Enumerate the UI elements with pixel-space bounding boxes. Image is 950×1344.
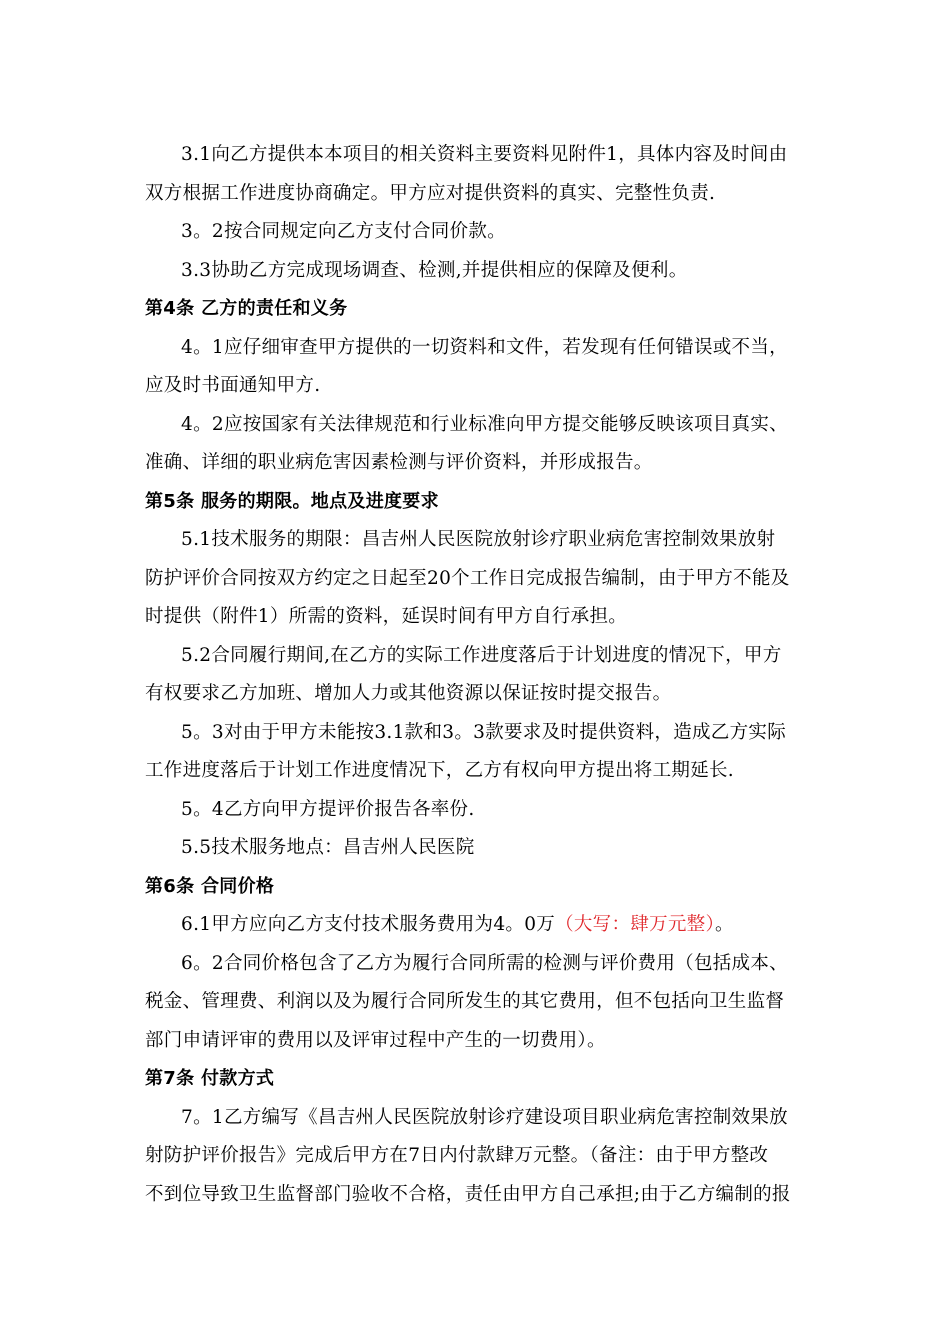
clause-4-2-line-1: 4。2应按国家有关法律规范和行业标准向甲方提交能够反映该项目真实、 (181, 414, 788, 435)
clause-5-3-line-2: 工作进度落后于计划工作进度情况下，乙方有权向甲方提出将工期延长. (145, 760, 734, 781)
clause-4-1-line-1: 4。1应仔细审查甲方提供的一切资料和文件，若发现有任何错误或不当， (181, 337, 788, 358)
clause-7-1-line-1: 7。1乙方编写《昌吉州人民医院放射诊疗建设项目职业病危害控制效果放 (181, 1107, 788, 1128)
clause-6-2-line-1: 6。2合同价格包含了乙方为履行合同所需的检测与评价费用（包括成本、 (181, 953, 788, 974)
clause-7-1-line-2: 射防护评价报告》完成后甲方在7日内付款肆万元整。（备注：由于甲方整改 (145, 1145, 769, 1166)
clause-6-1-end: 。 (715, 914, 734, 935)
clause-6-2-line-3: 部门申请评审的费用以及评审过程中产生的一切费用）。 (145, 1030, 606, 1051)
clause-5-1-line-1: 5.1技术服务的期限：昌吉州人民医院放射诊疗职业病危害控制效果放射 (181, 529, 776, 550)
clause-5-5: 5.5技术服务地点：昌吉州人民医院 (181, 837, 475, 858)
clause-3-1-line-2: 双方根据工作进度协商确定。甲方应对提供资料的真实、完整性负责. (145, 183, 716, 204)
clause-5-4: 5。4乙方向甲方提评价报告各率份. (181, 799, 475, 820)
clause-3-2: 3。2按合同规定向乙方支付合同价款。 (181, 221, 506, 242)
article-6-heading: 第6条 合同价格 (145, 876, 275, 897)
clause-5-2-line-2: 有权要求乙方加班、增加人力或其他资源以保证按时提交报告。 (145, 683, 672, 704)
clause-5-2-line-1: 5.2合同履行期间,在乙方的实际工作进度落后于计划进度的情况下，甲方 (181, 645, 782, 666)
clause-4-1-line-2: 应及时书面通知甲方. (145, 375, 321, 396)
clause-6-1-text: 6.1甲方应向乙方支付技术服务费用为4。0万 (181, 914, 556, 935)
article-7-heading: 第7条 付款方式 (145, 1068, 275, 1089)
article-5-heading: 第5条 服务的期限。地点及进度要求 (145, 491, 439, 512)
amount-in-words: （大写：肆万元整） (555, 914, 716, 935)
clause-3-3: 3.3协助乙方完成现场调查、检测,并提供相应的保障及便利。 (181, 260, 688, 281)
clause-5-1-line-2: 防护评价合同按双方约定之日起至20个工作日完成报告编制，由于甲方不能及 (145, 568, 790, 589)
clause-5-3-line-1: 5。3对由于甲方未能按3.1款和3。3款要求及时提供资料，造成乙方实际 (181, 722, 787, 743)
clause-4-2-line-2: 准确、详细的职业病危害因素检测与评价资料，并形成报告。 (145, 452, 653, 473)
clause-5-1-line-3: 时提供（附件1）所需的资料，延误时间有甲方自行承担。 (145, 606, 628, 627)
article-4-heading: 第4条 乙方的责任和义务 (145, 298, 348, 319)
clause-6-1 (181, 913, 734, 937)
clause-6-2-line-2: 税金、管理费、利润以及为履行合同所发生的其它费用，但不包括向卫生监督 (145, 991, 785, 1012)
clause-3-1-line-1: 3.1向乙方提供本本项目的相关资料主要资料见附件1，具体内容及时间由 (181, 144, 788, 165)
clause-7-1-line-3: 不到位导致卫生监督部门验收不合格，责任由甲方自己承担;由于乙方编制的报 (145, 1184, 791, 1205)
